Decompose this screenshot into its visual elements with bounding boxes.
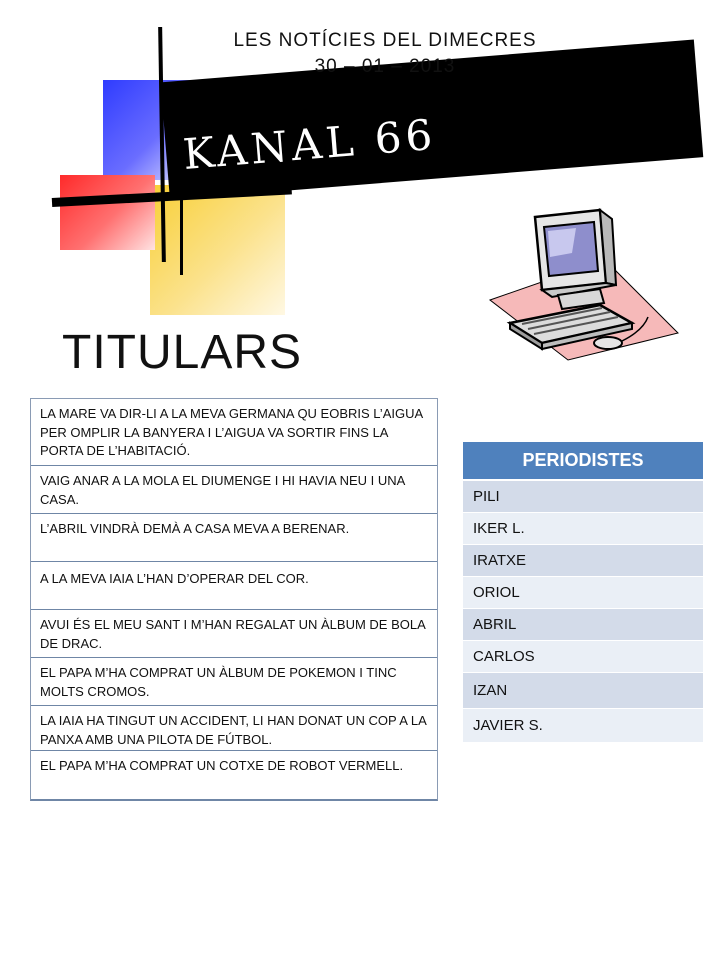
- journalists-heading: PERIODISTES: [463, 442, 703, 481]
- journalist-row: IKER L.: [463, 513, 703, 545]
- newspaper-title: LES NOTÍCIES DEL DIMECRES: [233, 30, 537, 51]
- journalists-table: [463, 442, 703, 743]
- headlines-table: [30, 398, 438, 801]
- newspaper-date: 30 – 01 – 2013: [314, 56, 456, 77]
- decor-red-square: [60, 175, 155, 250]
- headline-row: VAIG ANAR A LA MOLA EL DIUMENGE I HI HAVIA NEU I UNA CASA.: [31, 466, 437, 514]
- computer-icon: [480, 205, 680, 365]
- journalist-row: ORIOL: [463, 577, 703, 609]
- headline-row: LA IAIA HA TINGUT UN ACCIDENT, LI HAN DONAT UN COP A LA PANXA AMB UNA PILOTA DE FÚTBOL.: [31, 706, 437, 751]
- headline-row: A LA MEVA IAIA L’HAN D’OPERAR DEL COR.: [31, 562, 437, 610]
- headline-row: EL PAPA M’HA COMPRAT UN ÀLBUM DE POKEMON I TINC MOLTS CROMOS.: [31, 658, 437, 706]
- journalist-row: ABRIL: [463, 609, 703, 641]
- headline-row: LA MARE VA DIR-LI A LA MEVA GERMANA QU EOBRIS L’AIGUA PER OMPLIR LA BANYERA I L’AIGUA VA SORTIR FINS LA PORTA DE L’HABITACIÓ.: [31, 399, 437, 466]
- headline-row: EL PAPA M’HA COMPRAT UN COTXE DE ROBOT VERMELL.: [40, 758, 404, 773]
- journalist-row: IRATXE: [463, 545, 703, 577]
- headlines-heading: TITULARS: [62, 326, 303, 379]
- journalist-row: PILI: [463, 481, 703, 513]
- journalist-row: JAVIER S.: [463, 709, 703, 743]
- headline-row: L’ABRIL VINDRÀ DEMÀ A CASA MEVA A BERENAR.: [31, 514, 437, 562]
- decor-yellow-square: [150, 185, 285, 315]
- journalist-row: CARLOS: [463, 641, 703, 673]
- headline-row: AVUI ÉS EL MEU SANT I M’HAN REGALAT UN ÀLBUM DE BOLA DE DRAC.: [31, 610, 437, 658]
- journalist-row: IZAN: [463, 673, 703, 709]
- brand-title: KANAL 66: [181, 109, 438, 179]
